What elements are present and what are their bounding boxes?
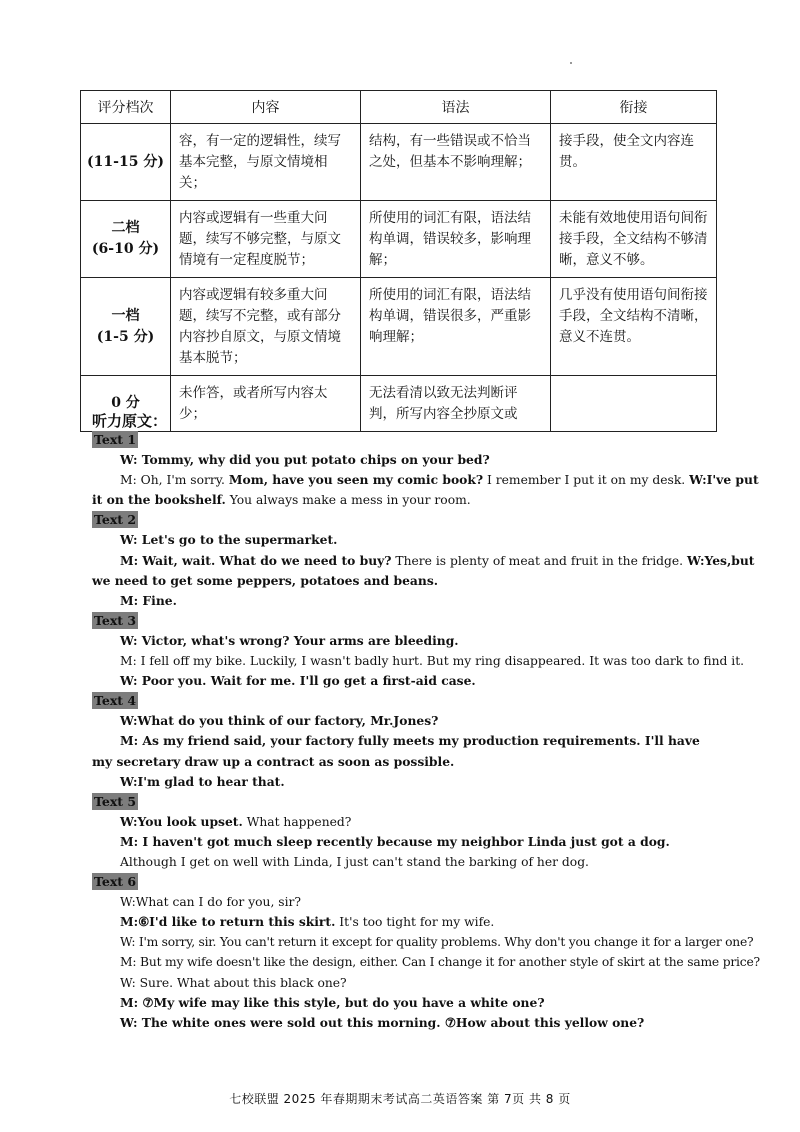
dialogue-line (92, 812, 712, 832)
dialogue-line: M: But my wife doesn't like the design, either. Can I change it for another style of skirt at the same price? (120, 955, 760, 970)
cohesion-cell: 未能有效地使用语句间衔接手段，全文结构不够清晰，意义不够。 (551, 201, 717, 278)
level-name: 二档 (111, 220, 140, 236)
dialogue-line: M: I haven't got much sleep recently because my neighbor Linda just got a dog. (120, 833, 670, 849)
content-cell: 容，有一定的逻辑性，续写基本完整，与原文情境相关； (171, 124, 361, 201)
key-segment: it on the bookshelf. (92, 492, 226, 508)
text-block (92, 691, 712, 791)
text-block (92, 792, 712, 872)
dialogue-line: W: I'm sorry, sir. You can't return it except for quality problems. Why don't you change it for a larger one? (120, 935, 754, 950)
header-cohesion: 衔接 (551, 91, 717, 124)
key-segment: Mom, have you seen my comic book? (228, 472, 484, 488)
grammar-cell: 所使用的词汇有限，语法结构单调，错误很多，严重影响理解； (361, 278, 551, 376)
dialogue-line: M: As my friend said, your factory fully meets my production requirements. I'll have my secretary draw up a contract as soon as possible. (92, 733, 700, 769)
header-grammar: 语法 (361, 91, 551, 124)
key-segment: M: Wait, wait. What do we need to buy? (120, 552, 392, 568)
level-name: 一档 (111, 307, 140, 324)
content-cell: 内容或逻辑有一些重大问题，续写不够完整，与原文情境有一定程度脱节； (171, 201, 361, 278)
text-block (92, 611, 745, 691)
rubric-header-row (81, 91, 717, 124)
header-content: 内容 (171, 91, 361, 124)
level-cell (81, 201, 171, 278)
page-footer: 七校联盟 2025 年春期期末考试高二英语答案 第 7页 共 8 页 (229, 1092, 571, 1106)
dialogue-line: M: I fell off my bike. Luckily, I wasn't badly hurt. But my ring disappeared. It was too dark to find it. (120, 654, 745, 669)
line-segment: You always make a mess in your room. (225, 493, 471, 508)
text-label: Text 6 (94, 874, 137, 890)
listening-transcript (92, 430, 760, 1033)
level-range: (6-10 分) (91, 241, 160, 257)
dialogue-line: W:What do you think of our factory, Mr.Jones? (120, 713, 439, 729)
cohesion-cell: 几乎没有使用语句间衔接手段，全文结构不清晰，意义不连贯。 (551, 278, 717, 376)
grammar-cell: 结构，有一些错误或不恰当之处，但基本不影响理解； (361, 124, 551, 201)
text-label: Text 3 (94, 612, 137, 628)
dialogue-line: W: Tommy, why did you put potato chips on your bed? (120, 452, 490, 468)
text-block (92, 872, 760, 1033)
text-label: Text 4 (94, 693, 137, 709)
key-segment: W:You look upset. (120, 813, 243, 829)
cohesion-cell: 接手段，使全文内容连贯。 (551, 124, 717, 201)
line-segment: M: Oh, I'm sorry. (120, 473, 229, 488)
key-segment: W:Yes,but (686, 552, 755, 568)
grammar-cell: 无法看清以致无法判断评判，所写内容全抄原文或 (361, 376, 551, 432)
dialogue-line: M: Fine. (120, 592, 177, 608)
dialogue-line: we need to get some peppers, potatoes and beans. (92, 572, 439, 588)
dialogue-line: Although I get on well with Linda, I just can't stand the barking of her dog. (120, 854, 589, 869)
line-segment: I remember I put it on my desk. (483, 473, 690, 488)
dialogue-line: M: ⑦My wife may like this style, but do you have a white one? (120, 994, 545, 1010)
dialogue-line: W: Let's go to the supermarket. (120, 532, 338, 548)
content-cell: 未作答，或者所写内容太少； (171, 376, 361, 432)
key-segment: M:⑥I'd like to return this skirt. (120, 914, 336, 930)
dialogue-line (92, 912, 712, 932)
rubric-row (81, 278, 717, 376)
level-name: 0 分 (111, 395, 140, 411)
scoring-rubric-table (80, 90, 717, 432)
scan-speck (570, 62, 572, 64)
dialogue-line: W: Victor, what's wrong? Your arms are bleeding. (120, 632, 459, 648)
dialogue-line: W: Poor you. Wait for me. I'll go get a first-aid case. (120, 673, 476, 689)
grammar-cell: 所使用的词汇有限，语法结构单调，错误较多，影响理解； (361, 201, 551, 278)
line-segment: There is plenty of meat and fruit in the fridge. (391, 553, 687, 568)
text-label: Text 5 (94, 793, 137, 809)
level-range: (11-15 分) (87, 153, 164, 170)
dialogue-line (92, 490, 712, 510)
rubric-row (81, 124, 717, 201)
level-cell (81, 278, 171, 376)
dialogue-line: W:What can I do for you, sir? (120, 895, 301, 910)
dialogue-line: W:I'm glad to hear that. (120, 773, 285, 789)
dialogue-line: W: The white ones were sold out this morning. ⑦How about this yellow one? (120, 1014, 645, 1030)
level-range: (1-5 分) (96, 328, 155, 345)
text-label: Text 1 (94, 432, 137, 447)
key-segment: W:I've put (689, 472, 759, 488)
dialogue-line (92, 551, 755, 571)
transcript-title: 听力原文： (92, 412, 168, 430)
text-block (92, 430, 759, 510)
header-level: 评分档次 (81, 91, 171, 124)
dialogue-line (92, 470, 759, 490)
cohesion-cell (551, 376, 717, 432)
text-label: Text 2 (94, 512, 137, 528)
content-cell: 内容或逻辑有较多重大问题，续写不完整，或有部分内容抄自原文，与原文情境基本脱节； (171, 278, 361, 376)
line-segment: What happened? (242, 814, 352, 829)
rubric-row (81, 201, 717, 278)
line-segment: It's too tight for my wife. (335, 915, 495, 930)
dialogue-line: W: Sure. What about this black one? (120, 975, 347, 990)
level-cell (81, 124, 171, 201)
text-block (92, 510, 755, 610)
rubric-row (81, 376, 717, 432)
